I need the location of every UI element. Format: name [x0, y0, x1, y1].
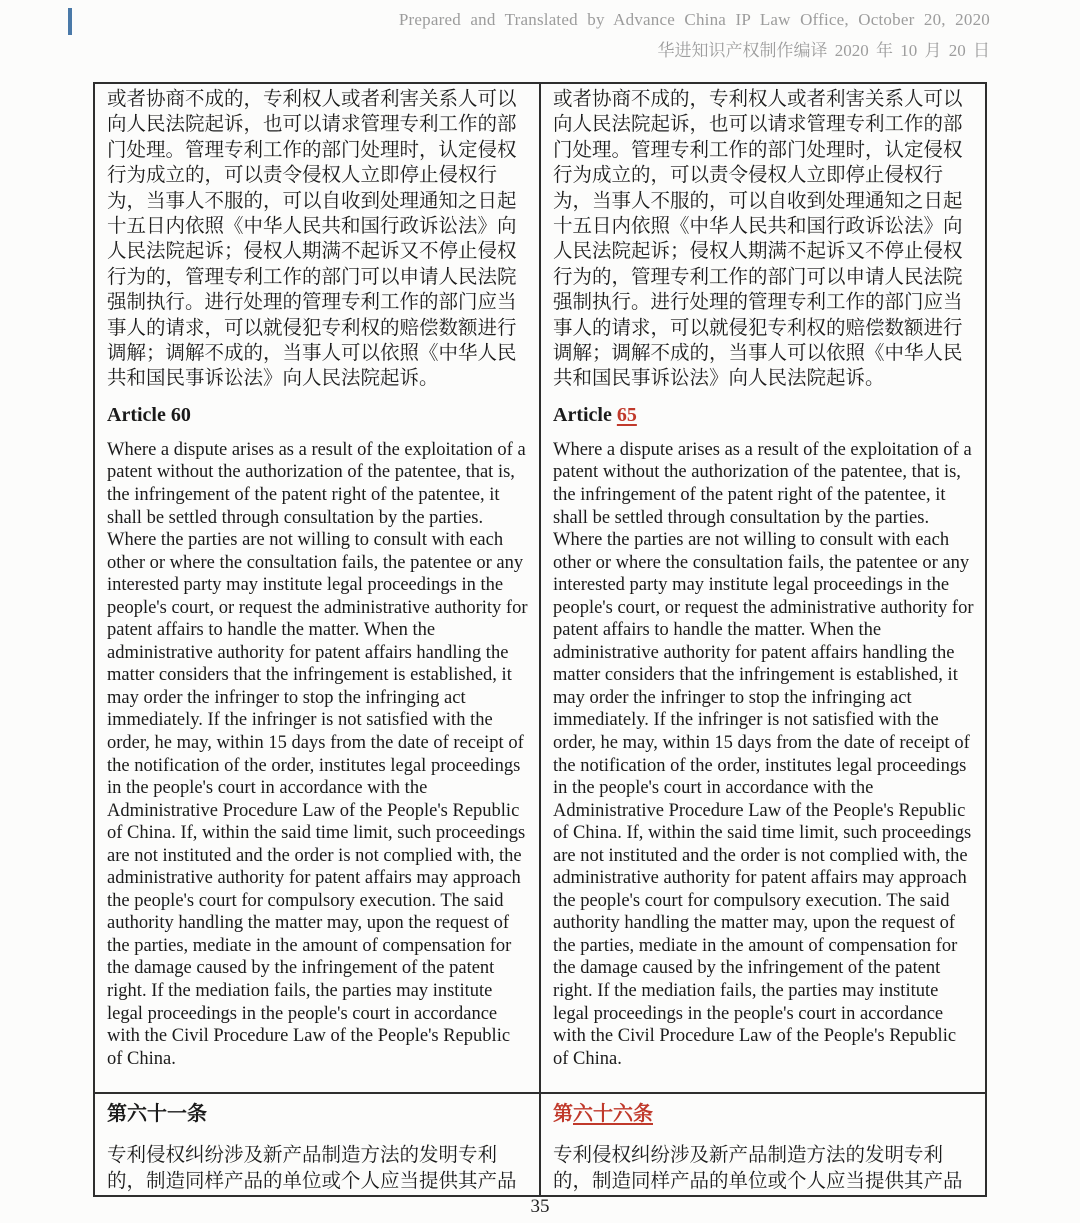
law-comparison-table	[93, 82, 987, 1197]
old-law-cell	[94, 83, 540, 1093]
new-clause-heading	[553, 1097, 975, 1126]
page-number: 35	[530, 1196, 550, 1217]
new-law-zh-paragraph: 或者协商不成的，专利权人或者利害关系人可以向人民法院起诉，也可以请求管理专利工作的部门处理。管理专利工作的部门处理时，认定侵权行为成立的，可以责令侵权人立即停止侵权行为，当事人不服的，可以自收到处理通知之日起十五日内依照《中华人民共和国行政诉讼法》向人民法院起诉；侵权人期满不起诉又不停止侵权行为的，管理专利工作的部门可以申请人民法院强制执行。进行处理的管理专利工作的部门应当事人的请求，可以就侵犯专利权的赔偿数额进行调解；调解不成的，当事人可以依照《中华人民共和国民事诉讼法》向人民法院起诉。	[553, 89, 963, 390]
old-law-zh-paragraph: 或者协商不成的，专利权人或者利害关系人可以向人民法院起诉，也可以请求管理专利工作的部门处理。管理专利工作的部门处理时，认定侵权行为成立的，可以责令侵权人立即停止侵权行为，当事人不服的，可以自收到处理通知之日起十五日内依照《中华人民共和国行政诉讼法》向人民法院起诉；侵权人期满不起诉又不停止侵权行为的，管理专利工作的部门可以申请人民法院强制执行。进行处理的管理专利工作的部门应当事人的请求，可以就侵犯专利权的赔偿数额进行调解；调解不成的，当事人可以依照《中华人民共和国民事诉讼法》向人民法院起诉。	[107, 89, 517, 390]
old-clause-cell	[94, 1093, 540, 1196]
old-article-label: Article	[107, 403, 166, 426]
old-clause-zh-paragraph: 专利侵权纠纷涉及新产品制造方法的发明专利的，制造同样产品的单位或个人应当提供其产品	[107, 1145, 517, 1192]
header-prepared-line-en: Prepared and Translated by Advance China IP Law Office, October 20, 2020	[398, 10, 990, 29]
new-law-en-paragraph: Where a dispute arises as a result of the exploitation of a patent without the authorization of the patentee, that is, the infringement of the patent right of the patentee, it shall be settled through consultation by the parties. Where the parties are not willing to consult with each other or where the consultation fails, the patentee or any interested party may institute legal proceedings in the people's court, or request the administrative authority for patent affairs to handle the matter. When the administrative authority for patent affairs handling the matter considers that the infringement is established, it may order the infringer to stop the infringing act immediately. If the infringer is not satisfied with the order, he may, within 15 days from the date of receipt of the notification of the order, institutes legal proceedings in the people's court in accordance with the Administrative Procedure Law of the People's Republic of China. If, within the said time limit, such proceedings are not instituted and the order is not complied with, the administrative authority for patent affairs may approach the people's court for compulsory execution. The said authority handling the matter may, upon the request of the parties, mediate in the amount of compensation for the damage caused by the infringement of the patent right. If the mediation fails, the parties may institute legal proceedings in the people's court in accordance with the Civil Procedure Law of the People's Republic of China.	[553, 439, 974, 1069]
page-header	[100, 10, 990, 61]
old-article-number: 60	[170, 403, 191, 426]
new-clause-heading-number: 六十六条	[573, 1103, 653, 1125]
blue-margin-marker	[68, 8, 72, 35]
old-article-heading	[107, 403, 529, 427]
table-row-article	[94, 83, 986, 1093]
new-article-number: 65	[616, 403, 637, 426]
old-law-en-paragraph: Where a dispute arises as a result of the exploitation of a patent without the authorization of the patentee, that is, the infringement of the patent right of the patentee, it shall be settled through consultation by the parties. Where the parties are not willing to consult with each other or where the consultation fails, the patentee or any interested party may institute legal proceedings in the people's court, or request the administrative authority for patent affairs to handle the matter. When the administrative authority for patent affairs handling the matter considers that the infringement is established, it may order the infringer to stop the infringing act immediately. If the infringer is not satisfied with the order, he may, within 15 days from the date of receipt of the notification of the order, institutes legal proceedings in the people's court in accordance with the Administrative Procedure Law of the People's Republic of China. If, within the said time limit, such proceedings are not instituted and the order is not complied with, the administrative authority for patent affairs may approach the people's court for compulsory execution. The said authority handling the matter may, upon the request of the parties, mediate in the amount of compensation for the damage caused by the infringement of the patent right. If the mediation fails, the parties may institute legal proceedings in the people's court in accordance with the Civil Procedure Law of the People's Republic of China.	[107, 439, 528, 1069]
new-law-cell	[540, 83, 986, 1093]
new-clause-cell	[540, 1093, 986, 1196]
header-prepared-line-zh: 华进知识产权制作编译 2020 年 10 月 20 日	[657, 41, 990, 60]
new-clause-heading-prefix: 第	[553, 1103, 573, 1125]
table-row-clause	[94, 1093, 986, 1196]
new-article-heading	[553, 403, 975, 427]
new-article-label: Article	[553, 403, 612, 426]
new-clause-zh-paragraph: 专利侵权纠纷涉及新产品制造方法的发明专利的，制造同样产品的单位或个人应当提供其产品	[553, 1145, 963, 1192]
old-clause-heading: 第六十一条	[107, 1103, 207, 1125]
